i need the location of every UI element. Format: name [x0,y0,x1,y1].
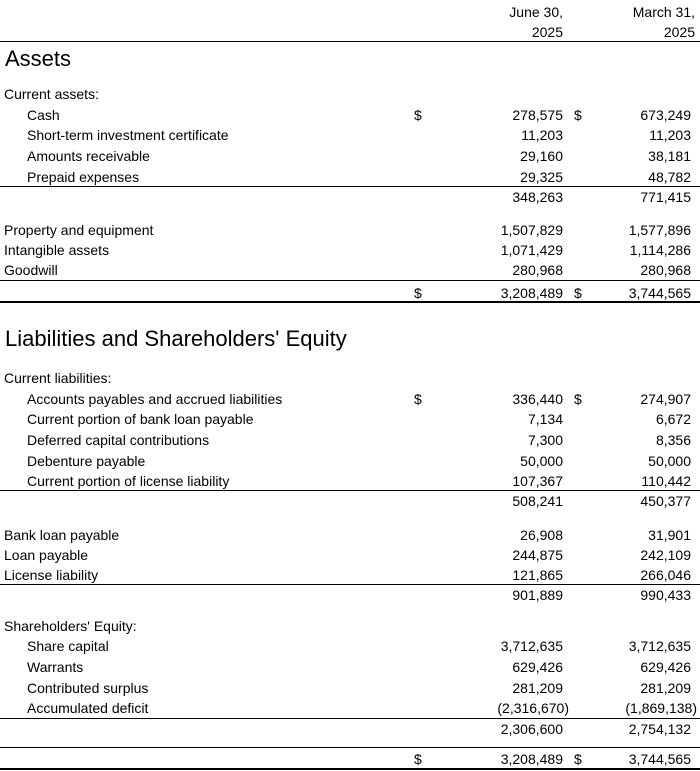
value-march: 31,901 [648,527,691,543]
value-march: 990,433 [640,587,691,603]
value-june: 629,426 [512,659,563,675]
equity-label: Shareholders' Equity: [4,618,137,634]
value-march: 3,744,565 [628,285,691,301]
row-label: Current portion of bank loan payable [27,411,254,427]
row-label: Share capital [27,638,109,654]
column-header-line1: June 30, [509,4,563,20]
value-march: 38,181 [648,148,691,164]
row-label: Debenture payable [27,453,146,469]
row-label: Intangible assets [4,242,110,258]
value-march: 3,712,635 [628,638,691,654]
value-march: 2,754,132 [628,721,691,737]
row-label: Contributed surplus [27,680,149,696]
row-label: Accumulated deficit [27,700,149,716]
section-title-liabilities: Liabilities and Shareholders' Equity [5,326,347,351]
value-march: 771,415 [640,189,691,205]
value-june: 107,367 [512,473,563,489]
value-june: 336,440 [512,391,563,407]
currency-symbol: $ [574,751,582,767]
value-june: 244,875 [512,547,563,563]
value-march: 242,109 [640,547,691,563]
row-label: Cash [27,107,60,123]
value-march: 48,782 [648,169,691,185]
value-march: 50,000 [648,453,691,469]
double-rule [0,768,700,770]
value-march: 11,203 [649,127,691,143]
section-title-assets: Assets [5,46,72,71]
value-march: 1,114,286 [629,242,691,258]
column-header-line2: 2025 [531,24,563,40]
subtotal-rule [0,718,700,719]
row-label: Amounts receivable [27,148,150,164]
column-header-line2: 2025 [663,24,695,40]
value-march: 3,744,565 [628,751,691,767]
value-march: 6,672 [655,411,691,427]
current-liabilities-label: Current liabilities: [4,370,112,386]
currency-symbol: $ [414,285,422,301]
value-june: 7,300 [527,432,563,448]
currency-symbol: $ [574,391,582,407]
row-label: Goodwill [4,262,58,278]
value-march: 280,968 [640,262,691,278]
value-march: 266,046 [640,567,691,583]
value-march: 274,907 [640,391,691,407]
column-header-line1: March 31, [632,4,695,20]
currency-symbol: $ [414,107,422,123]
double-rule [0,301,700,303]
value-march: 110,442 [641,473,691,489]
value-march: (1,869,138) [625,700,697,716]
row-label: Prepaid expenses [27,169,140,185]
value-june: 3,712,635 [500,638,563,654]
value-june: 2,306,600 [500,721,563,737]
value-june: 121,865 [512,567,563,583]
total-rule [0,280,700,281]
row-label: Current portion of license liability [27,473,230,489]
currency-symbol: $ [414,751,422,767]
value-june: 280,968 [512,262,563,278]
currency-symbol: $ [574,107,582,123]
value-june: 29,325 [520,169,563,185]
value-march: 629,426 [640,659,691,675]
value-june: 3,208,489 [500,751,563,767]
header-rule [0,41,700,42]
subtotal-rule [0,186,700,187]
current-assets-label: Current assets: [4,86,99,102]
value-june: 348,263 [512,189,563,205]
value-march: 281,209 [640,680,691,696]
value-march: 673,249 [640,107,691,123]
subtotal-rule [0,490,700,491]
total-rule [0,747,700,748]
value-march: 8,356 [655,432,691,448]
value-june: 3,208,489 [500,285,563,301]
value-june: 281,209 [512,680,563,696]
value-june: 7,134 [527,411,563,427]
row-label: Warrants [27,659,84,675]
subtotal-rule [0,584,700,585]
value-june: 26,908 [520,527,563,543]
column-header-june-30 [509,2,563,42]
value-june: 11,203 [521,127,563,143]
row-label: Deferred capital contributions [27,432,210,448]
value-june: 901,889 [512,587,563,603]
row-label: License liability [4,567,99,583]
value-june: 278,575 [512,107,563,123]
value-june: 50,000 [520,453,563,469]
row-label: Property and equipment [4,222,154,238]
column-header-march-31 [633,2,695,42]
value-june: 1,507,829 [500,222,563,238]
currency-symbol: $ [574,285,582,301]
value-march: 1,577,896 [628,222,691,238]
value-june: 1,071,429 [500,242,563,258]
value-march: 450,377 [640,493,691,509]
value-june: 508,241 [512,493,563,509]
row-label: Accounts payables and accrued liabilities [27,391,283,407]
row-label: Short-term investment certificate [27,127,229,143]
row-label: Bank loan payable [4,527,120,543]
currency-symbol: $ [414,391,422,407]
row-label: Loan payable [4,547,89,563]
value-june: (2,316,670) [497,700,569,716]
value-june: 29,160 [520,148,563,164]
